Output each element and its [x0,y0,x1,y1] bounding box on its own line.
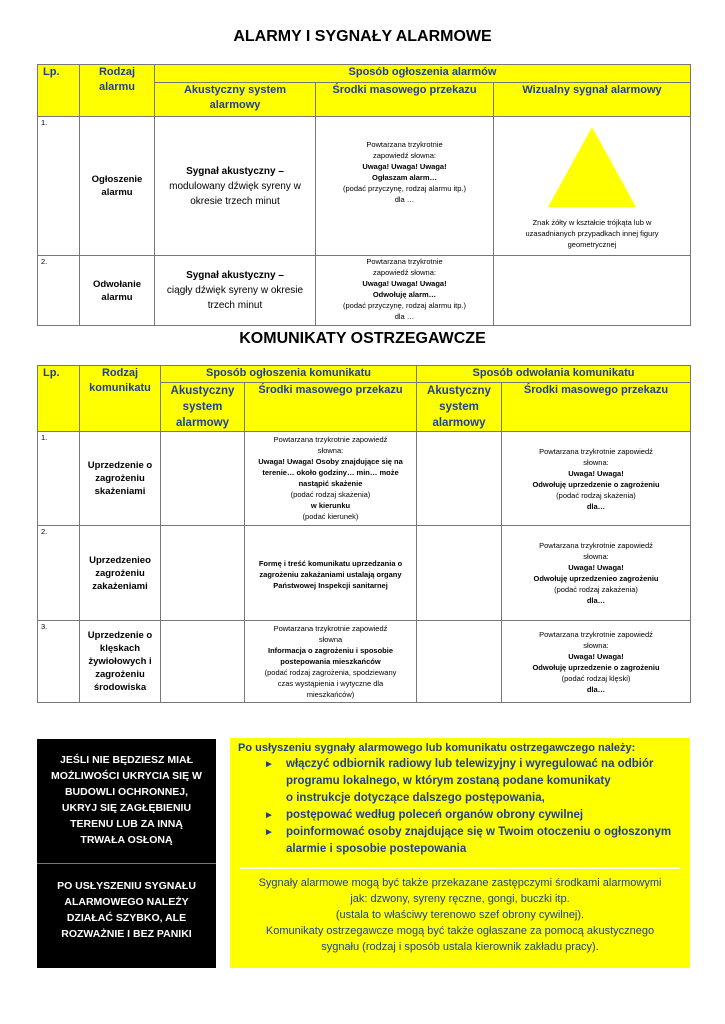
comms-table [37,365,691,703]
row-kind: Odwołanie alarmu [80,256,155,326]
divider [240,867,680,869]
row-cancel-media: Powtarzana trzykrotnie zapowiedź słowna: Uwaga! Uwaga! Odwołuję uprzedzenie o zagrożeniu (podać rodzaj klęski) dla… [502,621,691,703]
header-acoustic: Akustyczny system alarmowy [155,83,316,117]
comms-title: KOMUNIKATY OSTRZEGAWCZE [239,330,486,347]
row-signal: Sygnał akustyczny – modulowany dźwięk syreny w okresie trzech minut [155,117,316,256]
warning-text-line: BUDOWLI OCHRONNEJ, [64,786,189,798]
row-cancel-media: Powtarzana trzykrotnie zapowiedź słowna: Uwaga! Uwaga! Odwołuję uprzedzenieo zagrożeniu (podać rodzaj zakażenia) dla… [502,526,691,621]
arrow-bullet-icon: ► [264,810,274,821]
instruction-bullet: ► włączyć odbiornik radiowy lub telewizyjny i wyregulować na odbiór programu lokalnego, w którym zostaną podane komunikaty o instrukcje dotyczące dalszego postępowania, [264,758,654,804]
row-visual-empty [494,256,691,326]
warning-text-line: MOŻLIWOŚCI UKRYCIA SIĘ W [51,770,202,782]
header-media: Środki masowego przekazu [316,83,494,117]
header-cancel: Sposób odwołania komunikatu [417,366,691,383]
warning-text-line: TERENU LUB ZA INNĄ [70,818,183,830]
row-media: Powtarzana trzykrotnie zapowiedź słowna: Uwaga! Uwaga! Uwaga! Ogłaszam alarm… (podać przyczynę, rodzaj alarmu itp.) dla … [316,117,494,256]
warning-black-box [37,739,216,968]
instruction-bullet: ► postępować według poleceń organów obrony cywilnej [264,807,682,824]
row-number: 1. [38,117,80,256]
instructions-yellow-box [230,738,690,968]
row-kind: Uprzedzenieo zagrożeniu zakażeniami [80,526,161,621]
row-announce-media: Powtarzana trzykrotnie zapowiedź słowna Informacja o zagrożeniu i sposobie postepowania mieszkańców (podać rodzaj zagrożenia, spodziewany czas wystąpienia i wytyczne dla mieszkańców) [245,621,417,703]
instructions-intro: Po usłyszeniu sygnały alarmowego lub komunikatu ostrzegawczego należy: [238,742,636,754]
row-media: Powtarzana trzykrotnie zapowiedź słowna: Uwaga! Uwaga! Uwaga! Odwołuję alarm… (podać przyczynę, rodzaj alarmu itp.) dla … [316,256,494,326]
row-number: 3. [38,621,80,703]
row-cancel-media: Powtarzana trzykrotnie zapowiedź słowna: Uwaga! Uwaga! Odwołuję uprzedzenie o zagrożeniu (podać rodzaj skażenia) dla… [502,432,691,526]
row-signal: Sygnał akustyczny – ciągły dźwięk syreny w okresie trzech minut [155,256,316,326]
row-announce-media: Formę i treść komunikatu uprzedzania o zagrożeniu zakażaniami ustalają organy Państwowej Inspekcji sanitarnej [245,526,417,621]
row-acoustic-empty [161,432,245,526]
header-kind: Rodzaj komunikatu [80,366,161,432]
yellow-triangle-icon [494,117,691,213]
row-announce-media: Powtarzana trzykrotnie zapowiedź słowna: Uwaga! Uwaga! Osoby znajdujące się na terenie… około godziny… min… może nastąpić skażenie (podać rodzaj skażenia) w kierunku (podać kierunek) [245,432,417,526]
warning-text-line: TRWAŁA OSŁONĄ [80,834,173,846]
instruction-bullet: ► poinformować osoby znajdujące się w Twoim otoczeniu o ogłoszonym alarmie i sposobie postepowania [264,826,672,855]
header-announce: Sposób ogłoszenia komunikatu [161,366,417,383]
header-media: Środki masowego przekazu [245,383,417,432]
table-row [38,256,691,326]
row-number: 2. [38,526,80,621]
warning-text-line: PO USŁYSZENIU SYGNAŁU [57,880,196,892]
header-visual: Wizualny sygnał alarmowy [494,83,691,117]
header-lp: Lp. [38,366,80,432]
row-number: 2. [38,256,80,326]
row-cancel-acoustic-empty [417,526,502,621]
arrow-bullet-icon: ► [264,759,274,770]
footer-text-line: Komunikaty ostrzegawcze mogą być także ogłaszane za pomocą akustycznego [265,925,655,937]
footer-text-line: Sygnały alarmowe mogą być także przekazane zastępczymi środkami alarmowymi [258,877,662,889]
warning-text-line: ALARMOWEGO NALEŻY [64,896,189,908]
header-media-cancel: Środki masowego przekazu [502,383,691,432]
footer-text-line: (ustala to właściwy terenowo szef obrony cywilnej). [335,909,585,921]
row-visual: Znak żółty w kształcie trójkąta lub w uzasadnianych przypadkach innej figury geometrycznej [494,117,691,256]
divider [37,863,216,864]
header-lp: Lp. [38,65,80,117]
table-row [38,526,691,621]
table-row [38,621,691,703]
footer-text-line: jak: dzwony, syreny ręczne, gongi, buczki itp. [350,893,570,905]
warning-text-line: JEŚLI NIE BĘDZIESZ MIAŁ [59,754,193,766]
header-acoustic-cancel: Akustyczny system alarmowy [417,383,502,432]
arrow-bullet-icon: ► [264,827,274,838]
header-method: Sposób ogłoszenia alarmów [155,65,691,83]
warning-text-line: DZIAŁAĆ SZYBKO, ALE [66,912,187,924]
alarms-title: ALARMY I SYGNAŁY ALARMOWE [233,28,492,45]
footer-text-line: sygnału (rodzaj i sposób ustala kierownik zakładu pracy). [321,941,599,953]
row-number: 1. [38,432,80,526]
header-acoustic: Akustyczny system alarmowy [161,383,245,432]
warning-text-line: UKRYJ SIĘ ZAGŁĘBIENIU [61,802,192,814]
alarms-table [37,64,691,326]
row-kind: Uprzedzenie o zagrożeniu skażeniami [80,432,161,526]
warning-text-line: ROZWAŻNIE I BEZ PANIKI [61,928,192,940]
row-kind: Ogłoszenie alarmu [80,117,155,256]
row-cancel-acoustic-empty [417,621,502,703]
row-acoustic-empty [161,621,245,703]
row-kind: Uprzedzenie o klęskach żywiołowych i zagrożeniu środowiska [80,621,161,703]
header-kind: Rodzaj alarmu [80,65,155,117]
table-row [38,117,691,256]
table-row [38,432,691,526]
row-acoustic-empty [161,526,245,621]
row-cancel-acoustic-empty [417,432,502,526]
